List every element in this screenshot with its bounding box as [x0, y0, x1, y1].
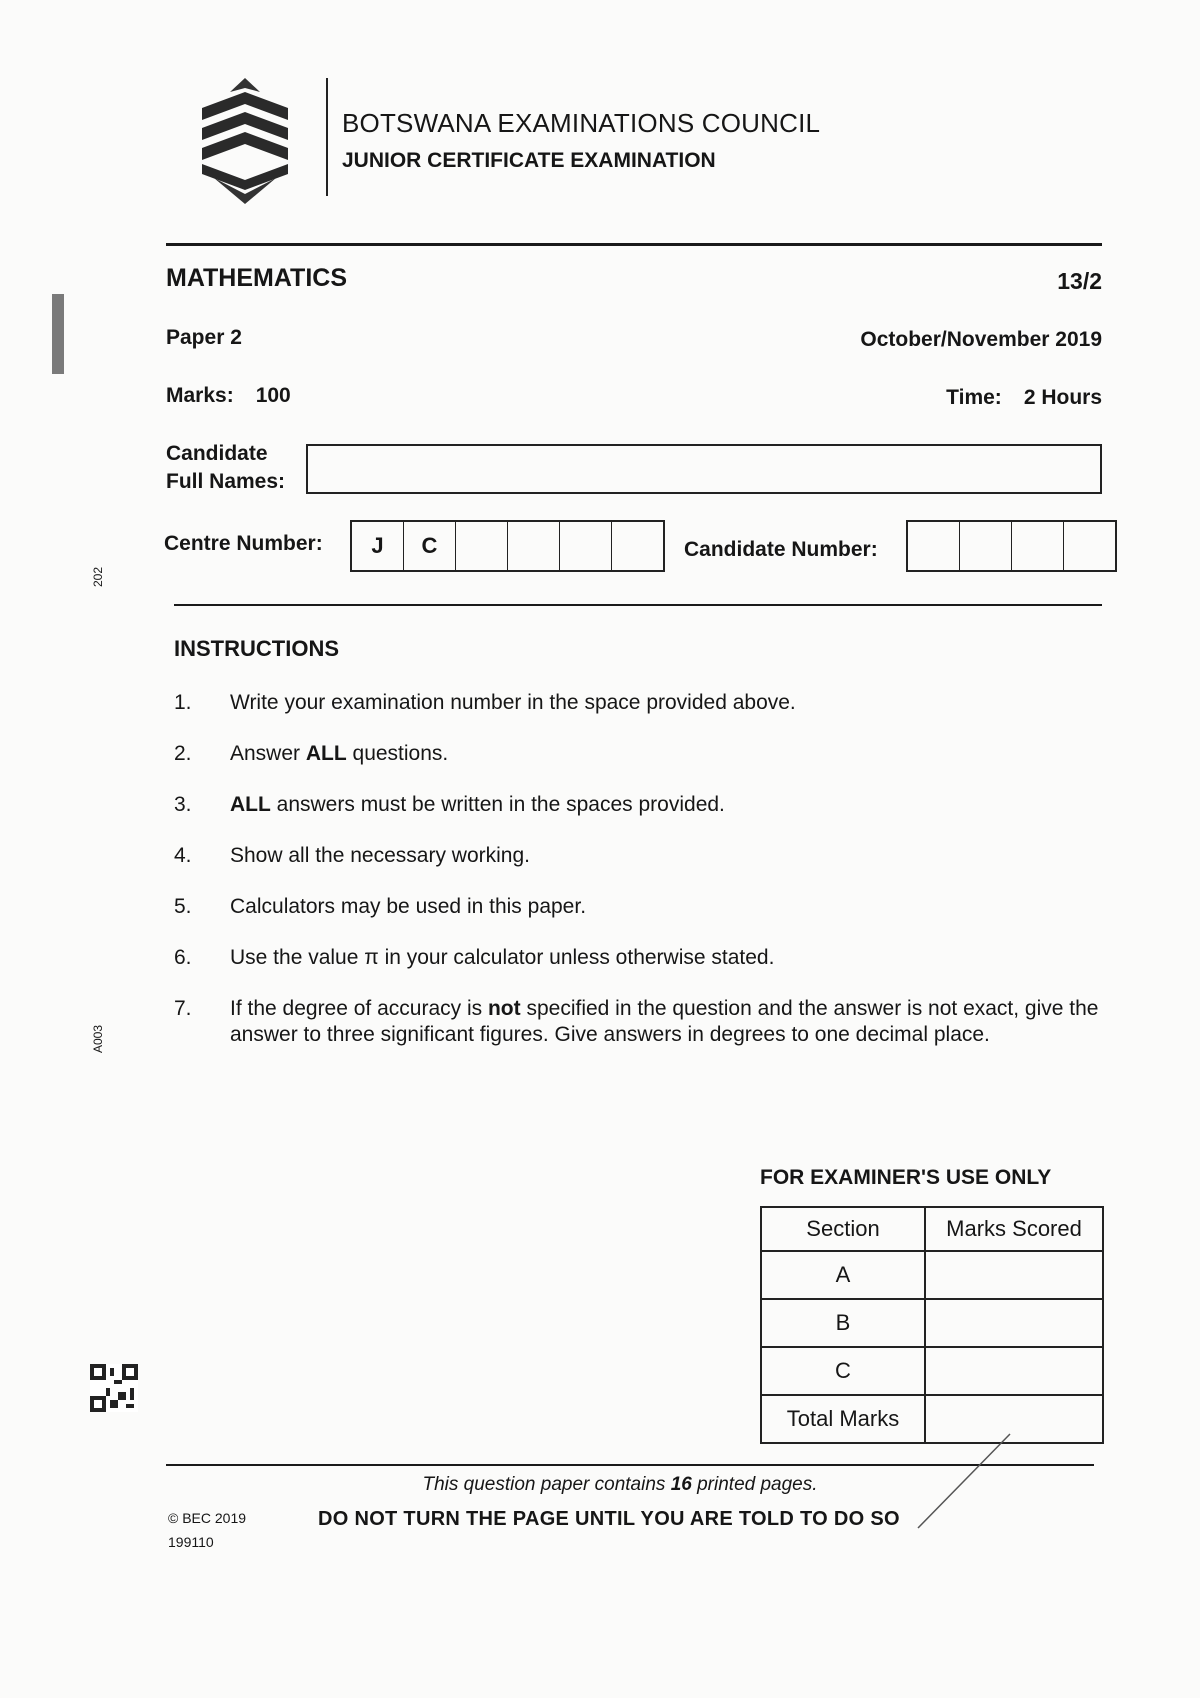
exam-session: October/November 2019	[860, 328, 1102, 351]
instruction-item	[174, 741, 1104, 767]
instruction-number: 1.	[174, 691, 192, 714]
bec-logo	[200, 78, 290, 204]
instruction-number: 6.	[174, 946, 192, 969]
subject-title: MATHEMATICS	[166, 264, 347, 292]
instruction-text-post: specified in the question and the answer is not exact, give the answer to three significant figures. Give answers in degrees to one decimal place.	[230, 997, 1099, 1046]
instruction-text	[230, 741, 1104, 767]
table-row	[761, 1251, 1103, 1299]
instruction-item	[174, 690, 1104, 716]
candidate-number-label: Candidate Number:	[684, 538, 878, 561]
section-cell: Total Marks	[761, 1395, 925, 1443]
table-row	[761, 1347, 1103, 1395]
instruction-number: 5.	[174, 895, 192, 918]
examiner-use-title: FOR EXAMINER'S USE ONLY	[760, 1166, 1052, 1189]
instruction-item	[174, 894, 1104, 920]
instruction-text: Use the value π in your calculator unless otherwise stated.	[230, 946, 775, 969]
instructions-title: INSTRUCTIONS	[174, 636, 339, 661]
margin-code-top: 202	[91, 566, 106, 588]
instruction-text	[230, 792, 1104, 818]
page-count: 16	[670, 1474, 692, 1495]
candidate-names-label-line1: Candidate	[166, 442, 268, 465]
qr-code-icon	[90, 1364, 138, 1412]
column-header-section: Section	[761, 1207, 925, 1251]
time-value: 2 Hours	[1023, 386, 1102, 409]
table-row	[761, 1299, 1103, 1347]
candidate-number-cell[interactable]	[1064, 522, 1115, 570]
centre-number-field[interactable]	[350, 520, 665, 572]
instruction-number: 7.	[174, 997, 192, 1020]
page-count-note-post: printed pages.	[691, 1474, 818, 1495]
candidate-number-cell[interactable]	[1012, 522, 1064, 570]
marks-cell[interactable]	[925, 1299, 1103, 1347]
binding-mark	[52, 294, 64, 374]
section-cell: C	[761, 1347, 925, 1395]
instruction-text-post: answers must be written in the spaces provided.	[270, 793, 725, 816]
council-name: BOTSWANA EXAMINATIONS COUNCIL	[342, 108, 821, 138]
centre-cell[interactable]	[612, 522, 663, 570]
exam-name: JUNIOR CERTIFICATE EXAMINATION	[342, 149, 716, 172]
candidate-names-label-line2: Full Names:	[166, 470, 286, 493]
do-not-turn-warning: DO NOT TURN THE PAGE UNTIL YOU ARE TOLD TO DO SO	[318, 1508, 900, 1530]
paper-number: Paper 2	[166, 326, 242, 349]
instruction-item	[174, 792, 1104, 818]
centre-number-label: Centre Number:	[164, 532, 323, 555]
candidate-number-field[interactable]	[906, 520, 1117, 572]
header-separator	[326, 78, 328, 196]
instruction-text: Show all the necessary working.	[230, 844, 530, 867]
instruction-number: 2.	[174, 742, 192, 765]
time-label: Time:	[946, 386, 1002, 409]
centre-cell[interactable]	[560, 522, 612, 570]
instruction-text-pre: Answer	[230, 742, 306, 765]
examiner-marks-table	[760, 1206, 1104, 1444]
centre-cell[interactable]	[456, 522, 508, 570]
instruction-text-post: questions.	[346, 742, 449, 765]
instruction-text-pre: If the degree of accuracy is	[230, 997, 488, 1020]
section-cell: A	[761, 1251, 925, 1299]
instruction-item	[174, 996, 1104, 1048]
instruction-emphasis: not	[487, 997, 521, 1020]
marks-cell[interactable]	[925, 1251, 1103, 1299]
header-rule	[166, 243, 1102, 246]
centre-cell: J	[352, 522, 404, 570]
page-count-note-pre: This question paper contains	[422, 1474, 671, 1495]
instruction-item	[174, 945, 1104, 971]
margin-code-bottom: A003	[91, 1024, 106, 1054]
instruction-emphasis: ALL	[305, 742, 347, 765]
candidate-number-cell[interactable]	[908, 522, 960, 570]
instruction-number: 4.	[174, 844, 192, 867]
instruction-emphasis: ALL	[230, 793, 271, 816]
candidate-names-field[interactable]	[306, 444, 1102, 494]
centre-cell: C	[404, 522, 456, 570]
instruction-text	[230, 996, 1104, 1048]
marks-value: 100	[255, 384, 291, 407]
instruction-item	[174, 843, 1104, 869]
instruction-text: Write your examination number in the space provided above.	[230, 691, 796, 714]
time-info	[946, 386, 1102, 410]
candidate-rule	[174, 604, 1102, 606]
column-header-marks: Marks Scored	[925, 1207, 1103, 1251]
candidate-names-label	[166, 440, 285, 496]
instruction-text: Calculators may be used in this paper.	[230, 895, 587, 918]
section-cell: B	[761, 1299, 925, 1347]
page-count-note	[0, 1474, 1200, 1496]
marks-cell[interactable]	[925, 1347, 1103, 1395]
instructions-list	[174, 690, 1104, 1073]
paper-code: 13/2	[1057, 268, 1102, 294]
candidate-number-cell[interactable]	[960, 522, 1012, 570]
copyright: © BEC 2019	[168, 1510, 247, 1526]
table-header-row	[761, 1207, 1103, 1251]
document-number: 199110	[168, 1534, 214, 1550]
instruction-number: 3.	[174, 793, 192, 816]
marks-label: Marks:	[166, 384, 234, 407]
centre-cell[interactable]	[508, 522, 560, 570]
marks-info	[166, 384, 291, 408]
